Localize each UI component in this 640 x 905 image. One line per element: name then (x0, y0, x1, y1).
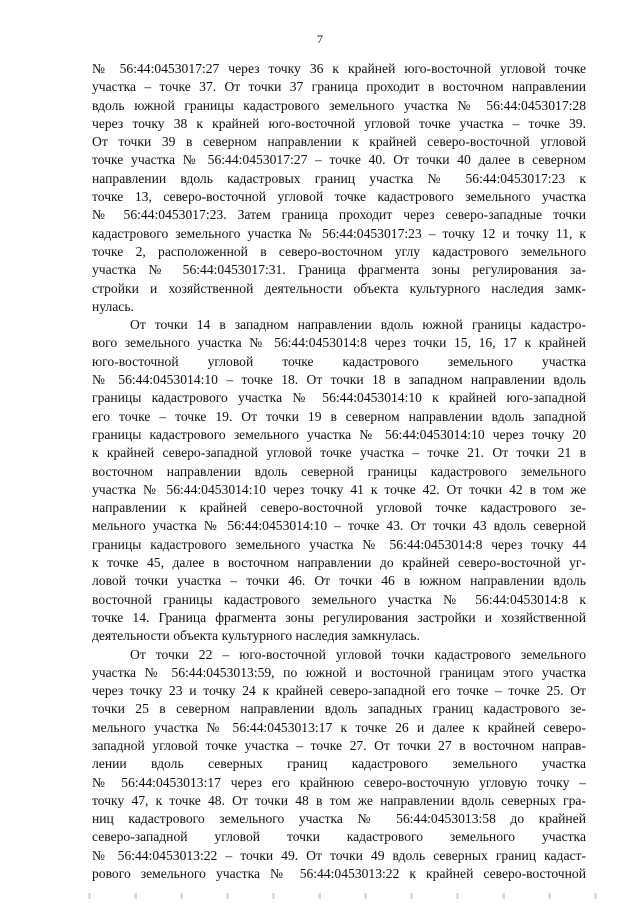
text-line: через точку 38 к крайней юго-восточной угловой точке участка – точке 39. (92, 115, 586, 131)
text-line: восточном направлении вдоль северной границы кадастрового земельного (92, 463, 586, 479)
text-line: № 56:44:0453017:23. Затем граница проходит через северо-западные точки (92, 207, 586, 223)
text-line: стройки и хозяйственной деятельности объекта культурного наследия замк- (92, 280, 586, 296)
text-line: к крайней северо-западной угловой точке участка – точке 21. От точки 21 в (92, 445, 586, 461)
text-line: направлении вдоль кадастровых границ участка № 56:44:0453017:23 к (92, 170, 586, 186)
text-line: юго-восточной угловой точке кадастрового земельного участка (92, 353, 586, 369)
text-line: границы кадастрового участка № 56:44:0453014:10 к крайней юго-западной (92, 390, 586, 406)
text-line: точке участка № 56:44:0453017:27 – точке 40. От точки 40 далее в северном (92, 152, 586, 168)
text-line: № 56:44:0453017:27 через точку 36 к крайней юго-восточной угловой точке (92, 61, 586, 76)
page-number: 7 (317, 32, 323, 46)
text-line: От точки 39 в северном направлении к крайней северо-восточной угловой (92, 134, 586, 150)
text-line: направлении к крайней северо-восточной угловой точке кадастрового зе- (92, 500, 586, 516)
text-line: От точки 22 – юго-восточной угловой точки кадастрового земельного (130, 646, 586, 662)
text-line: мельного участка № 56:44:0453014:10 – точке 43. От точки 43 вдоль северной (92, 518, 586, 534)
scan-edge-artifact (88, 893, 598, 899)
text-line: ловой точки участка – точки 46. От точки 46 в южном направлении вдоль (92, 573, 586, 589)
text-line: точке 2, расположенной в северо-восточном углу кадастрового земельного (92, 243, 586, 259)
text-line: мельного участка № 56:44:0453013:17 к точке 26 и далее к крайней северо- (92, 719, 586, 735)
text-line: его точке – точке 19. От точки 19 в северном направлении вдоль западной (92, 408, 586, 424)
text-line: нулась. (92, 298, 134, 314)
text-line: точке 14. Граница фрагмента зоны регулирования застройки и хозяйственной (92, 609, 586, 625)
text-line: рового земельного участка № 56:44:0453013:22 к крайней северо-восточной (92, 866, 586, 882)
text-line: северо-западной угловой точки кадастрового земельного участка (92, 829, 586, 845)
document-body-text (92, 60, 586, 883)
text-line: границы кадастрового земельного участка № 56:44:0453014:10 через точку 20 (92, 426, 586, 442)
text-line: через точку 23 и точку 24 к крайней северо-западной его точке – точке 25. От (92, 683, 586, 699)
text-line: участка № 56:44:0453017:31. Граница фрагмента зоны регулирования за- (92, 262, 586, 278)
text-line: точку 47, к точке 48. От точки 48 в том же направлении вдоль северных гра- (92, 792, 586, 808)
text-line: границы кадастрового земельного участка № 56:44:0453014:8 через точку 44 (92, 536, 586, 552)
text-line: точке 13, северо-восточной угловой точке кадастрового земельного участка (92, 189, 586, 205)
text-line: участка – точке 37. От точки 37 граница проходит в восточном направлении (92, 79, 586, 95)
text-line: № 56:44:0453013:17 через его крайнюю северо-восточную угловую точку – (92, 774, 586, 790)
text-line: кадастрового земельного участка № 56:44:0453017:23 – точку 12 и точку 11, к (92, 225, 586, 241)
text-line: ниц кадастрового земельного участка № 56:44:0453013:58 до крайней (92, 811, 586, 827)
text-line: западной угловой точке участка – точке 27. От точки 27 в восточном направ- (92, 737, 586, 753)
text-line: № 56:44:0453014:10 – точке 18. От точки 18 в западном направлении вдоль (92, 372, 586, 388)
text-line: вдоль южной границы кадастрового земельного участка № 56:44:0453017:28 (92, 97, 586, 113)
text-line: деятельности объекта культурного наследия замкнулась. (92, 628, 420, 644)
text-line: восточной границы кадастрового земельного участка № 56:44:0453014:8 к (92, 591, 586, 607)
text-line: к точке 45, далее в восточном направлении до крайней северо-восточной уг- (92, 555, 586, 571)
text-line: № 56:44:0453013:22 – точки 49. От точки 49 вдоль северных границ кадаст- (92, 847, 586, 863)
text-line: вого земельного участка № 56:44:0453014:8 через точки 15, 16, 17 к крайней (92, 335, 586, 351)
text-line: точки 25 в северном направлении вдоль западных границ кадастрового зе- (92, 701, 586, 717)
text-line: лении вдоль северных границ кадастрового земельного участка (92, 756, 586, 772)
text-line: участка № 56:44:0453013:59, по южной и восточной границам этого участка (92, 664, 586, 680)
text-line: От точки 14 в западном направлении вдоль южной границы кадастро- (130, 317, 586, 333)
text-line: участка № 56:44:0453014:10 через точку 41 к точке 42. От точки 42 в том же (92, 481, 586, 497)
